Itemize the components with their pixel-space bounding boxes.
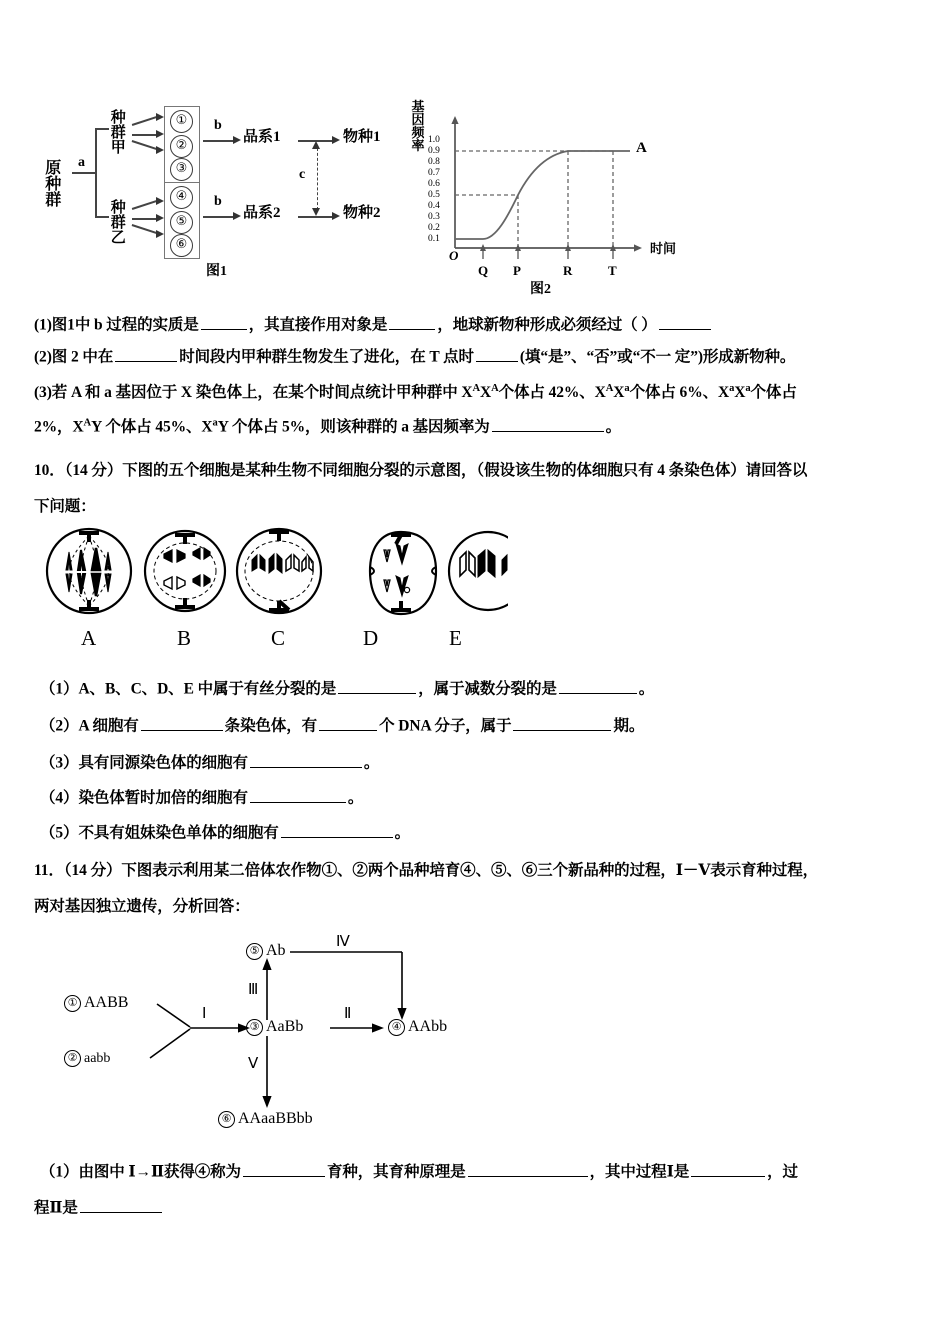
q10-sub1-text-a: （1）A、B、C、D、E 中属于有丝分裂的是 — [40, 680, 337, 698]
q11-stem-line2: 两对基因独立遗传，分析回答： — [34, 898, 250, 915]
q9-part3-line1 — [34, 381, 797, 404]
fig1-population-yi-label: 种群乙 — [108, 198, 125, 244]
fig1-edge-a-label: a — [78, 155, 85, 170]
q11-sub1-text-a: （1）由图中 Ⅰ→Ⅱ获得④称为 — [40, 1163, 241, 1181]
q9-part2-text-b: 时间段内甲种群生物发生了进化，在 T 点时 — [179, 348, 474, 366]
chart-xtick-Q: Q — [478, 263, 489, 278]
q9-sup-a4: a — [212, 417, 218, 429]
q11-sub1-text-d: ，过 — [767, 1163, 798, 1181]
q10-sub5 — [40, 821, 410, 845]
fig3-node-4-number: ④ — [388, 1019, 405, 1036]
fig1-edge-b2-label: b — [214, 194, 222, 209]
q9-part3-text-d: X — [613, 384, 625, 401]
fig1-caption: 图1 — [206, 264, 227, 279]
fig3-node-1-genotype: AABB — [84, 994, 129, 1011]
fig3-node-2-genotype: aabb — [84, 1051, 111, 1066]
chart-xtick-R: R — [563, 263, 573, 278]
fig3-node-5-number: ⑤ — [246, 943, 263, 960]
q10-sub1-blank-2[interactable] — [559, 677, 637, 694]
chart-xtick-P: P — [513, 263, 521, 278]
q9-part1-blank-1[interactable] — [201, 313, 247, 330]
fig1-yi-arrow-mid-head — [156, 214, 164, 222]
q11-sub1-text-e: 程Ⅱ是 — [34, 1199, 78, 1217]
fig1-edge-b1-label: b — [214, 118, 222, 133]
q9-part3-text-f: X — [734, 384, 746, 401]
fig3-node-2 — [64, 1050, 110, 1067]
q10-sub2-text-a: （2）A 细胞有 — [40, 717, 139, 735]
q11-sub1-text-c: ，其中过程Ⅰ是 — [589, 1163, 690, 1181]
q10-sub3 — [40, 751, 379, 775]
chart-origin-label: O — [449, 248, 459, 263]
q9-sup-A3: A — [605, 382, 614, 394]
q10-sub3-text-a: （3）具有同源染色体的细胞有 — [40, 754, 248, 772]
q9-sup-a1: a — [624, 382, 630, 394]
cell-label-B: B — [177, 626, 192, 650]
fig1-b1-head — [233, 136, 241, 144]
q10-sub2-blank-2[interactable] — [319, 714, 377, 731]
q9-sup-a3: a — [745, 382, 751, 394]
fig1-circle-5: ⑤ — [170, 211, 193, 234]
q10-stem-line2: 下问题： — [34, 498, 96, 515]
fig3-node-6-number: ⑥ — [218, 1111, 235, 1128]
fig1-yi-arrow-mid-line — [132, 218, 158, 220]
fig1-jia-arrow-mid-head — [156, 130, 164, 138]
fig1-circle-3: ③ — [170, 158, 193, 181]
fig3-node-6 — [218, 1110, 313, 1128]
fig1-jia-arrow-up-head — [156, 113, 164, 121]
figure-2-gene-frequency-chart — [408, 96, 698, 297]
chart-ytick-0.3: 0.3 — [428, 212, 440, 222]
q11-sub1-blank-1[interactable] — [243, 1160, 325, 1177]
chart-ytick-1.0: 1.0 — [428, 135, 440, 145]
q9-part3-text-c: 个体占 42%、X — [498, 384, 606, 401]
q9-part3-l2-text-b: Y 个体占 45%、X — [91, 418, 213, 436]
chart-xtick-T: T — [608, 263, 617, 278]
q9-part1-text-c: ，地球新物种形成必须经过（ ） — [437, 316, 657, 334]
q10-sub1-text-c: 。 — [638, 680, 655, 698]
chart-ytick-0.4: 0.4 — [428, 201, 440, 211]
fig1-edge-c-arrow-down — [312, 208, 320, 216]
fig3-process-II: Ⅱ — [344, 1006, 352, 1022]
fig3-node-1-number: ① — [64, 995, 81, 1012]
chart-y-axis-title: 基因频率 — [411, 99, 425, 153]
fig1-yi-arrow-down-head — [156, 230, 164, 238]
fig1-edge-c-arrow-up — [312, 141, 320, 149]
fig3-node-6-genotype: AAaaBBbb — [238, 1110, 313, 1127]
chart-ytick-0.7: 0.7 — [428, 168, 440, 178]
fig1-jia-arrow-up-line — [132, 116, 157, 125]
fig1-jia-arrow-down-line — [132, 140, 157, 149]
q9-part2 — [34, 345, 795, 369]
fig1-jia-arrow-down-head — [156, 146, 164, 154]
fig3-node-4-genotype: AAbb — [408, 1018, 448, 1035]
q10-sub2 — [40, 714, 644, 738]
q9-part2-text-c: (填“是”、“否”或“不一 定”)形成新物种。 — [519, 348, 796, 366]
q10-sub2-blank-3[interactable] — [513, 714, 611, 731]
fig1-bracket-vertical — [95, 128, 97, 218]
fig1-strain2-to-species2-head — [332, 212, 340, 220]
q9-part1-text-b: ，其直接作用对象是 — [248, 316, 388, 334]
q9-part3-line2 — [34, 415, 621, 439]
q9-part2-text-a: (2)图 2 中在 — [34, 348, 114, 366]
fig1-yi-arrow-up-line — [132, 200, 157, 209]
q11-stem-line1: 11．（14 分）下图表示利用某二倍体农作物①、②两个品种培育④、⑤、⑥三个新品种的过程，Ⅰ－Ⅴ表示育种过程， — [34, 862, 819, 879]
q9-part1-blank-2[interactable] — [389, 313, 435, 330]
fig1-origin-population-label: 原种群 — [42, 159, 60, 207]
chart-ytick-0.9: 0.9 — [428, 146, 440, 156]
fig1-species-1-label: 物种1 — [343, 129, 381, 145]
q9-part3-text-a: (3)若 A 和 a 基因位于 X 染色体上，在某个时间点统计甲种群中 X — [34, 384, 473, 401]
cell-label-D: D — [363, 626, 379, 650]
fig3-process-IV: Ⅳ — [336, 934, 350, 950]
q11-sub1-text-b: 育种，其育种原理是 — [326, 1163, 466, 1181]
fig1-yi-arrow-up-head — [156, 197, 164, 205]
q9-sup-A4: A — [83, 417, 92, 429]
q10-sub2-text-c: 个 DNA 分子，属于 — [379, 717, 512, 735]
q9-part3-l2-text-d: 。 — [605, 418, 622, 436]
q11-sub1-line1 — [40, 1160, 798, 1184]
fig3-node-4 — [388, 1018, 447, 1036]
q11-sub1-blank-2[interactable] — [468, 1160, 588, 1177]
q10-sub2-text-b: 条染色体，有 — [224, 717, 318, 735]
chart-ytick-0.5: 0.5 — [428, 190, 440, 200]
figure-1-speciation-diagram — [40, 96, 400, 286]
q10-sub1 — [40, 677, 654, 701]
q10-sub1-text-b: ，属于减数分裂的是 — [418, 680, 557, 698]
q10-sub4-text-b: 。 — [347, 789, 364, 807]
fig1-strain-1-label: 品系1 — [243, 129, 281, 145]
chart-plot-svg — [408, 96, 698, 286]
fig1-jia-arrow-mid-line — [132, 134, 158, 136]
fig1-circle-1: ① — [170, 110, 193, 133]
fig3-node-3-genotype: AaBb — [266, 1018, 304, 1035]
q9-part3-l2-text-c: Y 个体占 5%，则该种群的 a 基因频率为 — [217, 418, 490, 436]
q9-sup-A2: A — [491, 382, 499, 394]
chart-ytick-0.8: 0.8 — [428, 157, 440, 167]
cell-label-E: E — [449, 626, 462, 650]
fig1-strain2-to-species2-line — [298, 216, 334, 218]
q10-sub3-text-b: 。 — [363, 754, 380, 772]
chart-ytick-0.6: 0.6 — [428, 179, 440, 189]
q9-sup-A1: A — [472, 382, 480, 394]
cell-division-diagrams — [38, 518, 508, 653]
q9-part3-blank-1[interactable] — [492, 415, 604, 432]
figure-3-breeding-diagram — [62, 928, 482, 1138]
fig2-caption: 图2 — [530, 282, 551, 297]
chart-x-axis-title: 时间 — [650, 241, 677, 256]
fig3-node-3 — [246, 1018, 303, 1036]
q9-part2-blank-2[interactable] — [476, 345, 518, 362]
q9-part3-l2-text-a: 2%，X — [34, 418, 84, 436]
q10-sub4-blank-1[interactable] — [250, 786, 346, 803]
fig1-b2-line — [203, 216, 235, 218]
fig3-process-V: Ⅴ — [248, 1056, 259, 1072]
chart-ytick-0.2: 0.2 — [428, 223, 440, 233]
fig1-species-2-label: 物种2 — [343, 205, 381, 221]
fig1-circle-6: ⑥ — [170, 234, 193, 257]
q11-sub1-blank-4[interactable] — [80, 1196, 162, 1213]
fig1-edge-c-dashed-line — [317, 148, 318, 210]
q10-sub2-blank-1[interactable] — [141, 714, 223, 731]
fig1-strain1-to-species1-head — [332, 136, 340, 144]
fig3-process-III: Ⅲ — [248, 982, 259, 998]
cell-label-C: C — [271, 626, 286, 650]
fig3-arrowhead-V — [262, 1096, 271, 1108]
q9-sup-a2: a — [729, 382, 735, 394]
q9-part1-blank-3[interactable] — [659, 313, 711, 330]
fig3-node-5-genotype: Ab — [266, 942, 286, 959]
chart-curve-label-A: A — [636, 140, 647, 156]
q10-sub4-text-a: （4）染色体暂时加倍的细胞有 — [40, 789, 248, 807]
q9-part3-text-g: 个体占 — [750, 384, 797, 401]
fig3-node-2-number: ② — [64, 1050, 81, 1067]
fig1-strain-2-label: 品系2 — [243, 205, 281, 221]
fig1-b1-line — [203, 140, 235, 142]
fig3-arrowhead-II — [372, 1023, 384, 1032]
fig1-bracket-bottom — [95, 216, 109, 218]
q9-part1-text-a: (1)图1中 b 过程的实质是 — [34, 316, 199, 334]
fig3-node-3-number: ③ — [246, 1019, 263, 1036]
fig1-edge-c-label: c — [299, 167, 306, 182]
fig1-circle-4: ④ — [170, 186, 193, 209]
fig3-node-1 — [64, 994, 128, 1012]
q9-part3-text-e: 个体占 6%、X — [629, 384, 730, 401]
fig1-line-a-stem — [72, 172, 96, 174]
fig3-node-5 — [246, 942, 286, 960]
cell-label-A: A — [81, 626, 97, 650]
q9-part2-blank-1[interactable] — [115, 345, 177, 362]
q10-sub4 — [40, 786, 363, 810]
q10-sub5-text-b: 。 — [394, 824, 411, 842]
q10-sub1-blank-1[interactable] — [338, 677, 416, 694]
q10-sub3-blank-1[interactable] — [250, 751, 362, 768]
q11-sub1-blank-3[interactable] — [691, 1160, 765, 1177]
q10-stem-line1: 10．（14 分）下图的五个细胞是某种生物不同细胞分裂的示意图，（假设该生物的体细胞只有 4 条染色体）请回答以 — [34, 462, 808, 479]
fig1-circle-2: ② — [170, 135, 193, 158]
q9-part3-text-b: X — [480, 384, 492, 401]
q10-sub5-text-a: （5）不具有姐妹染色单体的细胞有 — [40, 824, 279, 842]
fig1-bracket-top — [95, 128, 109, 130]
fig3-process-I: Ⅰ — [202, 1006, 207, 1022]
q9-part1 — [34, 313, 713, 337]
q10-sub5-blank-1[interactable] — [281, 821, 393, 838]
q11-sub1-line2 — [34, 1196, 164, 1220]
fig1-b2-head — [233, 212, 241, 220]
chart-ytick-0.1: 0.1 — [428, 234, 440, 244]
fig1-population-jia-label: 种群甲 — [108, 108, 125, 154]
fig1-yi-arrow-down-line — [132, 224, 157, 233]
q10-sub2-text-d: 期。 — [613, 717, 645, 735]
